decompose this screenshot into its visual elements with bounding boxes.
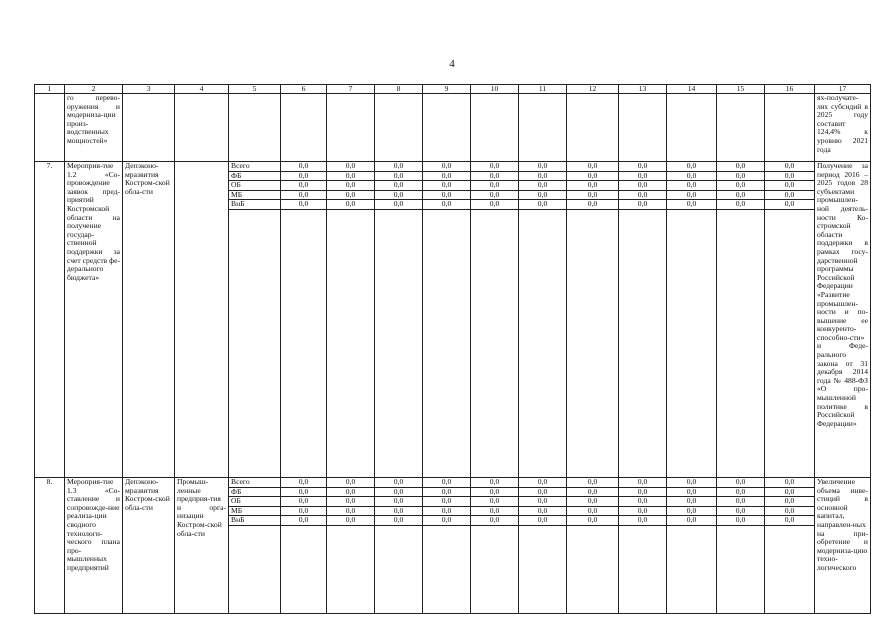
amount-cell: 0,0 (281, 171, 326, 181)
amount-cell: 0,0 (619, 516, 666, 526)
activity-name: Мероприя-тие 1.3 «Со-ставление и сопровожде-ние реализа-ции сводного технологи-ческого плана про-мышленных предприятий (65, 478, 123, 614)
header-cell: 12 (567, 85, 619, 94)
header-cell: 13 (619, 85, 667, 94)
amount-cell: 0,0 (327, 506, 374, 516)
amount-cell: 0,0 (281, 181, 326, 191)
amount-cell: 0,0 (567, 162, 618, 171)
amount-cell: 0,0 (519, 200, 566, 210)
header-cell: 4 (175, 85, 229, 94)
year-values (765, 162, 815, 478)
amount-cell: 0,0 (667, 487, 716, 497)
amount-cell: 0,0 (619, 181, 666, 191)
amount-cell: 0,0 (375, 200, 422, 210)
amount-cell: 0,0 (471, 181, 518, 191)
amount-cell: 0,0 (619, 200, 666, 210)
year-values (717, 478, 765, 614)
year-values (619, 478, 667, 614)
amount-cell: 0,0 (765, 162, 814, 171)
amount-cell: 0,0 (765, 516, 814, 526)
amount-cell: 0,0 (281, 190, 326, 200)
amount-cell: 0,0 (667, 181, 716, 191)
amount-cell: 0,0 (567, 497, 618, 507)
table-row-7 (35, 162, 871, 478)
amount-cell: 0,0 (423, 181, 470, 191)
amount-cell: 0,0 (717, 181, 764, 191)
amount-cell: 0,0 (765, 181, 814, 191)
source-label: МБ (229, 506, 280, 516)
amount-cell: 0,0 (471, 162, 518, 171)
amount-cell: 0,0 (375, 497, 422, 507)
amount-cell: 0,0 (471, 190, 518, 200)
amount-cell: 0,0 (717, 171, 764, 181)
amount-cell: 0,0 (471, 497, 518, 507)
amount-cell: 0,0 (667, 516, 716, 526)
amount-cell: 0,0 (423, 506, 470, 516)
table-row-continued (35, 94, 871, 162)
funding-sources (229, 162, 281, 478)
amount-cell: 0,0 (619, 162, 666, 171)
source-label: ВнБ (229, 200, 280, 210)
amount-cell: 0,0 (327, 171, 374, 181)
funding-sources (229, 478, 281, 614)
amount-cell: 0,0 (281, 487, 326, 497)
header-cell: 9 (423, 85, 471, 94)
year-values (281, 478, 327, 614)
amount-cell: 0,0 (423, 171, 470, 181)
row-number: 7. (35, 162, 65, 478)
header-cell: 1 (35, 85, 65, 94)
amount-cell: 0,0 (281, 478, 326, 487)
expected-result: Увеличение объема инве-стиций в основной капитал, направлен-ных на при-обретение и модерниза-цию техно-логического (815, 478, 871, 614)
amount-cell: 0,0 (375, 171, 422, 181)
amount-cell: 0,0 (619, 497, 666, 507)
amount-cell: 0,0 (667, 162, 716, 171)
responsible-executor: Депэконо-мразвития Костром-ской обла-сти (123, 478, 175, 614)
source-label: ВнБ (229, 516, 280, 526)
source-label: МБ (229, 190, 280, 200)
year-values (717, 162, 765, 478)
amount-cell: 0,0 (281, 506, 326, 516)
amount-cell: 0,0 (423, 487, 470, 497)
amount-cell: 0,0 (375, 516, 422, 526)
amount-cell: 0,0 (471, 171, 518, 181)
header-cell: 2 (65, 85, 123, 94)
amount-cell: 0,0 (519, 162, 566, 171)
amount-cell: 0,0 (375, 181, 422, 191)
amount-cell: 0,0 (471, 478, 518, 487)
year-values (667, 478, 717, 614)
amount-cell: 0,0 (619, 506, 666, 516)
year-values (375, 478, 423, 614)
year-values (281, 162, 327, 478)
amount-cell: 0,0 (765, 497, 814, 507)
amount-cell: 0,0 (765, 506, 814, 516)
year-values (667, 162, 717, 478)
amount-cell: 0,0 (519, 190, 566, 200)
year-values (765, 478, 815, 614)
amount-cell: 0,0 (765, 200, 814, 210)
year-values (423, 162, 471, 478)
header-cell: 6 (281, 85, 327, 94)
year-values (619, 162, 667, 478)
expected-result: Получение за период 2016 – 2025 годов 28 субъектами промышлен-ной деятель-ности Ко-стромской области поддержки в рамках госу-дарственной программы Российской Федерации «Развитие промышлен-ности и по-вышение ее конкуренто-способно-сти» и Феде-рального закона от 31 декабря 2014 года № 488-ФЗ «О про-мышленной политике в Российской Федерации» (815, 162, 871, 478)
amount-cell: 0,0 (567, 200, 618, 210)
amount-cell: 0,0 (423, 200, 470, 210)
amount-cell: 0,0 (327, 497, 374, 507)
year-values (327, 162, 375, 478)
amount-cell: 0,0 (567, 487, 618, 497)
amount-cell: 0,0 (423, 497, 470, 507)
participant: Промыш-ленные предприя-тия и орга-низации Костром-ской обла-сти (175, 478, 229, 614)
amount-cell: 0,0 (567, 506, 618, 516)
amount-cell: 0,0 (717, 200, 764, 210)
header-cell: 15 (717, 85, 765, 94)
amount-cell: 0,0 (619, 487, 666, 497)
amount-cell: 0,0 (519, 487, 566, 497)
amount-cell: 0,0 (667, 478, 716, 487)
amount-cell: 0,0 (423, 478, 470, 487)
activity-name: го перево-оружения и модернизa-ции произ-водственных мощностей» (65, 94, 123, 162)
header-cell: 7 (327, 85, 375, 94)
amount-cell: 0,0 (519, 516, 566, 526)
amount-cell: 0,0 (667, 200, 716, 210)
activity-name: Мероприя-тие 1.2 «Со-провождение заявок пред-приятий Костромской области на получение государ-ственной поддержки за счет средств фе-дерального бюджета» (65, 162, 123, 478)
amount-cell: 0,0 (567, 171, 618, 181)
amount-cell: 0,0 (327, 162, 374, 171)
participant (175, 162, 229, 478)
amount-cell: 0,0 (375, 506, 422, 516)
amount-cell: 0,0 (281, 162, 326, 171)
amount-cell: 0,0 (423, 162, 470, 171)
amount-cell: 0,0 (765, 171, 814, 181)
header-cell: 16 (765, 85, 815, 94)
amount-cell: 0,0 (281, 497, 326, 507)
amount-cell: 0,0 (423, 190, 470, 200)
header-cell: 3 (123, 85, 175, 94)
header-cell: 5 (229, 85, 281, 94)
amount-cell: 0,0 (327, 487, 374, 497)
program-table (34, 84, 871, 614)
header-row (35, 85, 871, 94)
source-label: ОБ (229, 181, 280, 191)
amount-cell: 0,0 (567, 478, 618, 487)
amount-cell: 0,0 (519, 506, 566, 516)
header-cell: 11 (519, 85, 567, 94)
amount-cell: 0,0 (619, 478, 666, 487)
header-cell: 8 (375, 85, 423, 94)
year-values (567, 162, 619, 478)
amount-cell: 0,0 (375, 478, 422, 487)
amount-cell: 0,0 (765, 478, 814, 487)
header-cell: 14 (667, 85, 717, 94)
amount-cell: 0,0 (281, 200, 326, 210)
year-values (519, 478, 567, 614)
year-values (471, 162, 519, 478)
page-number: 4 (449, 58, 455, 70)
amount-cell: 0,0 (375, 190, 422, 200)
year-values (375, 162, 423, 478)
amount-cell: 0,0 (471, 516, 518, 526)
source-label: Всего (229, 478, 280, 487)
amount-cell: 0,0 (327, 200, 374, 210)
amount-cell: 0,0 (717, 516, 764, 526)
amount-cell: 0,0 (327, 516, 374, 526)
amount-cell: 0,0 (717, 190, 764, 200)
expected-result: ях-получате-лях субсидий в 2025 году составит 124,4% к уровню 2021 года (815, 94, 871, 162)
source-label: ОБ (229, 497, 280, 507)
amount-cell: 0,0 (471, 487, 518, 497)
year-values (423, 478, 471, 614)
amount-cell: 0,0 (567, 190, 618, 200)
amount-cell: 0,0 (471, 506, 518, 516)
amount-cell: 0,0 (717, 506, 764, 516)
amount-cell: 0,0 (327, 478, 374, 487)
amount-cell: 0,0 (667, 190, 716, 200)
amount-cell: 0,0 (423, 516, 470, 526)
source-label: ФБ (229, 171, 280, 181)
year-values (519, 162, 567, 478)
header-cell: 17 (815, 85, 871, 94)
source-label: Всего (229, 162, 280, 171)
amount-cell: 0,0 (519, 181, 566, 191)
amount-cell: 0,0 (667, 171, 716, 181)
amount-cell: 0,0 (281, 516, 326, 526)
amount-cell: 0,0 (567, 516, 618, 526)
amount-cell: 0,0 (765, 487, 814, 497)
amount-cell: 0,0 (717, 487, 764, 497)
amount-cell: 0,0 (667, 497, 716, 507)
amount-cell: 0,0 (765, 190, 814, 200)
amount-cell: 0,0 (375, 487, 422, 497)
amount-cell: 0,0 (519, 497, 566, 507)
responsible-executor: Депэконо-мразвития Костром-ской обла-сти (123, 162, 175, 478)
source-label: ФБ (229, 487, 280, 497)
amount-cell: 0,0 (717, 162, 764, 171)
amount-cell: 0,0 (519, 478, 566, 487)
amount-cell: 0,0 (567, 181, 618, 191)
amount-cell: 0,0 (471, 200, 518, 210)
amount-cell: 0,0 (619, 171, 666, 181)
header-cell: 10 (471, 85, 519, 94)
amount-cell: 0,0 (375, 162, 422, 171)
amount-cell: 0,0 (519, 171, 566, 181)
year-values (327, 478, 375, 614)
year-values (471, 478, 519, 614)
year-values (567, 478, 619, 614)
amount-cell: 0,0 (717, 497, 764, 507)
amount-cell: 0,0 (717, 478, 764, 487)
amount-cell: 0,0 (327, 190, 374, 200)
amount-cell: 0,0 (667, 506, 716, 516)
amount-cell: 0,0 (327, 181, 374, 191)
row-number: 8. (35, 478, 65, 614)
amount-cell: 0,0 (619, 190, 666, 200)
table-row-8 (35, 478, 871, 614)
